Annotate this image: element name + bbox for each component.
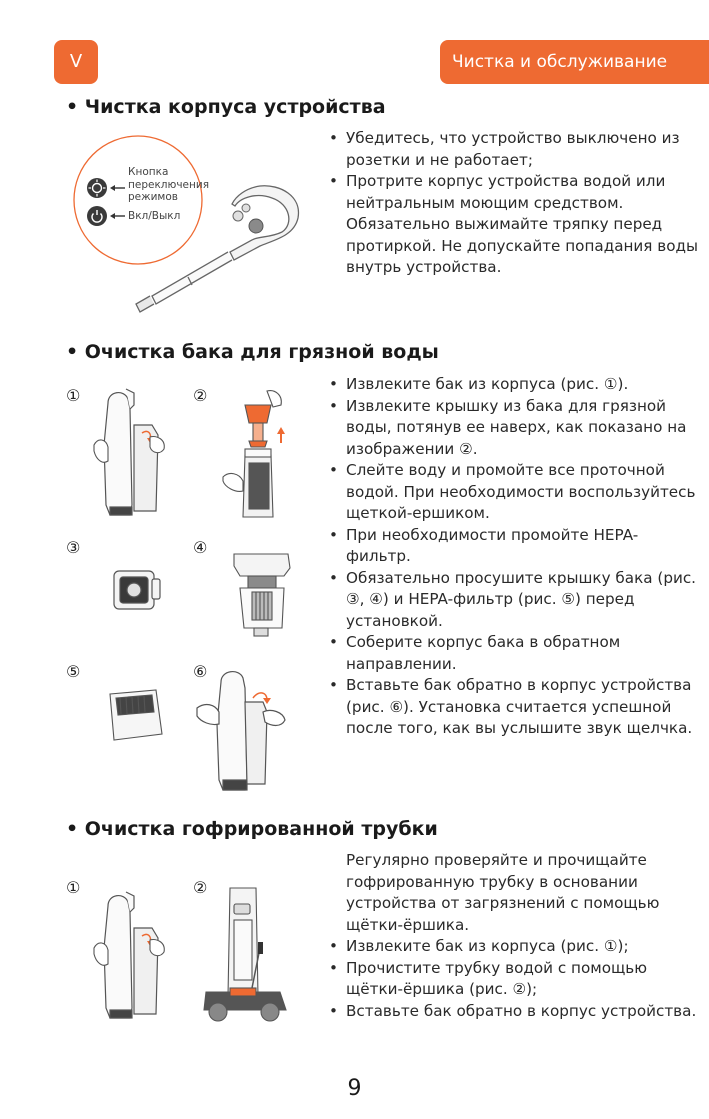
list-item: • Извлеките бак из корпуса (рис. ①). [329, 375, 629, 393]
list-item: • Убедитесь, что устройство выключено из розетки и не работает; [329, 129, 680, 169]
section1-text [327, 128, 702, 279]
heading-body-cleaning: • Чистка корпуса устройства [66, 96, 386, 118]
figure-remove-tank-2 [90, 888, 190, 1028]
figure-insert-tank [193, 668, 303, 798]
list-item: • Извлеките бак из корпуса (рис. ①); [329, 937, 629, 955]
list-item: • Вставьте бак обратно в корпус устройства. [329, 1001, 697, 1020]
list-item: • Вставьте бак обратно в корпус устройства (рис. ⑥). Установка считается успешной после того, как вы услышите звук щелчка. [329, 676, 693, 737]
list-item: • Соберите корпус бака в обратном направлении. [329, 633, 621, 673]
figure-tank-lid [108, 565, 164, 615]
figure-tank-assembly [228, 548, 298, 638]
figure-hose-brush [200, 880, 310, 1030]
handle-illustration [60, 128, 320, 328]
section3-text [327, 850, 702, 1022]
list-item: • При необходимости промойте HEPA-фильтр. [329, 525, 639, 565]
figure-number-1: ① [66, 386, 81, 405]
section3-intro: Регулярно проверяйте и прочищайте гофрированную трубку в основании устройства от загрязнений с помощью щётки-ёршика. [346, 851, 660, 934]
list-item: • Обязательно просушите крышку бака (рис. ③, ④) и HEPA-фильтр (рис. ⑤) перед установкой. [329, 568, 697, 630]
heading-tank-cleaning: • Очистка бака для грязной воды [66, 341, 439, 363]
figure-number-5: ⑤ [66, 662, 81, 681]
section-title-tab: Чистка и обслуживание [440, 40, 709, 84]
section-number-tab: V [54, 40, 98, 84]
figure-remove-lid [215, 385, 295, 525]
figure-number-4: ④ [193, 538, 208, 557]
figure-hepa-filter [106, 686, 166, 746]
figure-number-2: ② [193, 386, 208, 405]
list-item: • Слейте воду и промойте все проточной водой. При необходимости воспользуйтесь щеткой-ершиком. [329, 461, 696, 522]
list-item: • Протрите корпус устройства водой или нейтральным моющим средством. Обязательно выжимайте тряпку перед протиркой. Не допускайте попадания воды внутрь устройства. [329, 172, 698, 276]
mode-button-label: Кнопка переключения режимов [128, 166, 210, 203]
figure-number-6: ⑥ [193, 662, 208, 681]
figure-number-3: ③ [66, 538, 81, 557]
mode-button-icon [87, 178, 107, 198]
list-item: • Извлеките крышку из бака для грязной воды, потянув ее наверх, как показано на изображении ②. [329, 396, 687, 458]
page-number: 9 [347, 1076, 362, 1101]
power-button-icon [87, 206, 107, 226]
list-item: • Прочистите трубку водой с помощью щётки-ёршика (рис. ②); [329, 958, 648, 998]
figure-remove-tank [90, 385, 190, 525]
power-button-label: Вкл/Выкл [128, 210, 181, 222]
figure-number-1b: ① [66, 878, 81, 897]
figure-number-2b: ② [193, 878, 208, 897]
heading-hose-cleaning: • Очистка гофрированной трубки [66, 818, 438, 840]
section2-text [327, 374, 702, 740]
